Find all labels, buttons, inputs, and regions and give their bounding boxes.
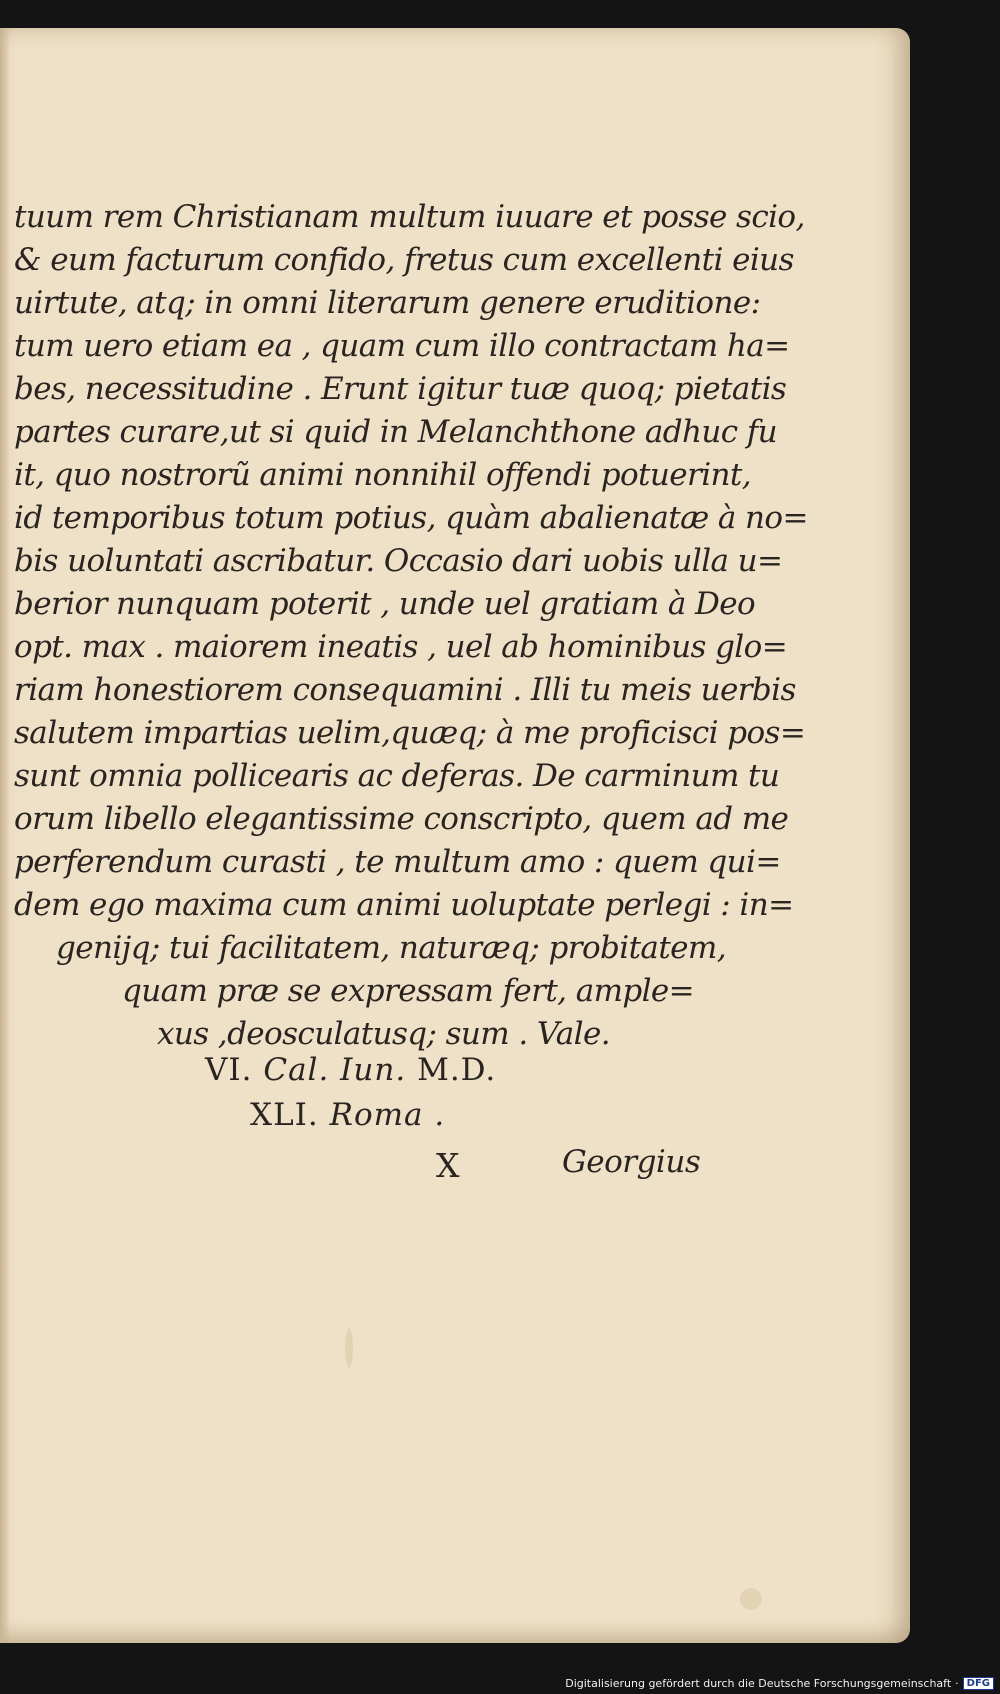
text-line: sunt omnia pollicearis ac deferas. De carminum tu bbox=[14, 758, 780, 794]
date-year: M.D. bbox=[417, 1052, 497, 1088]
text-line: perferendum curasti , te multum amo : quem qui= bbox=[14, 844, 781, 880]
text-line: salutem impartias uelim,quæq; à me proficisci pos= bbox=[14, 715, 806, 751]
date-year-cont: XLI. bbox=[250, 1097, 319, 1133]
credit-text: Digitalisierung gefördert durch die Deutsche Forschungsgemeinschaft bbox=[565, 1677, 952, 1690]
catchword: Georgius bbox=[562, 1144, 701, 1180]
place-name: Roma . bbox=[329, 1097, 446, 1133]
date-month: Cal. Iun. bbox=[263, 1052, 407, 1088]
date-day: VI. bbox=[205, 1052, 253, 1088]
text-line: opt. max . maiorem ineatis , uel ab hominibus glo= bbox=[14, 629, 788, 665]
date-place-line bbox=[250, 1097, 445, 1133]
text-line: & eum facturum confido, fretus cum excellenti eius bbox=[14, 242, 794, 278]
page-gutter-shadow bbox=[0, 28, 10, 1643]
text-line: quam præ se expressam fert, ample= bbox=[122, 973, 695, 1009]
text-line: orum libello elegantissime conscripto, quem ad me bbox=[14, 801, 789, 837]
text-line: xus ,deosculatusq; sum . Vale. bbox=[157, 1016, 610, 1052]
text-line: tuum rem Christianam multum iuuare et posse scio, bbox=[14, 199, 805, 235]
text-line: berior nunquam poterit , unde uel gratiam à Deo bbox=[14, 586, 756, 622]
text-line: uirtute, atq; in omni literarum genere eruditione: bbox=[14, 285, 761, 321]
paper-stain bbox=[740, 1588, 762, 1610]
text-line: id temporibus totum potius, quàm abalienatæ à no= bbox=[14, 500, 808, 536]
text-line: riam honestiorem consequamini . Illi tu meis uerbis bbox=[14, 672, 796, 708]
text-line: bes, necessitudine . Erunt igitur tuæ quoq; pietatis bbox=[14, 371, 787, 407]
text-line: bis uoluntati ascribatur. Occasio dari uobis ulla u= bbox=[14, 543, 783, 579]
paper-stain bbox=[345, 1328, 353, 1368]
text-line: genijq; tui facilitatem, naturæq; probitatem, bbox=[56, 930, 726, 966]
text-line: dem ego maxima cum animi uoluptate perlegi : in= bbox=[14, 887, 794, 923]
dfg-logo: DFG bbox=[963, 1677, 994, 1690]
text-line: it, quo nostrorũ animi nonnihil offendi potuerint, bbox=[14, 457, 751, 493]
text-line: tum uero etiam ea , quam cum illo contractam ha= bbox=[14, 328, 790, 364]
signature-mark: X bbox=[436, 1146, 461, 1185]
date-line bbox=[205, 1052, 496, 1088]
letter-text bbox=[14, 196, 808, 1056]
text-line: partes curare,ut si quid in Melanchthone adhuc fu bbox=[14, 414, 778, 450]
digitization-credit: Digitalisierung gefördert durch die Deutsche Forschungsgemeinschaft · DFG bbox=[565, 1677, 994, 1690]
